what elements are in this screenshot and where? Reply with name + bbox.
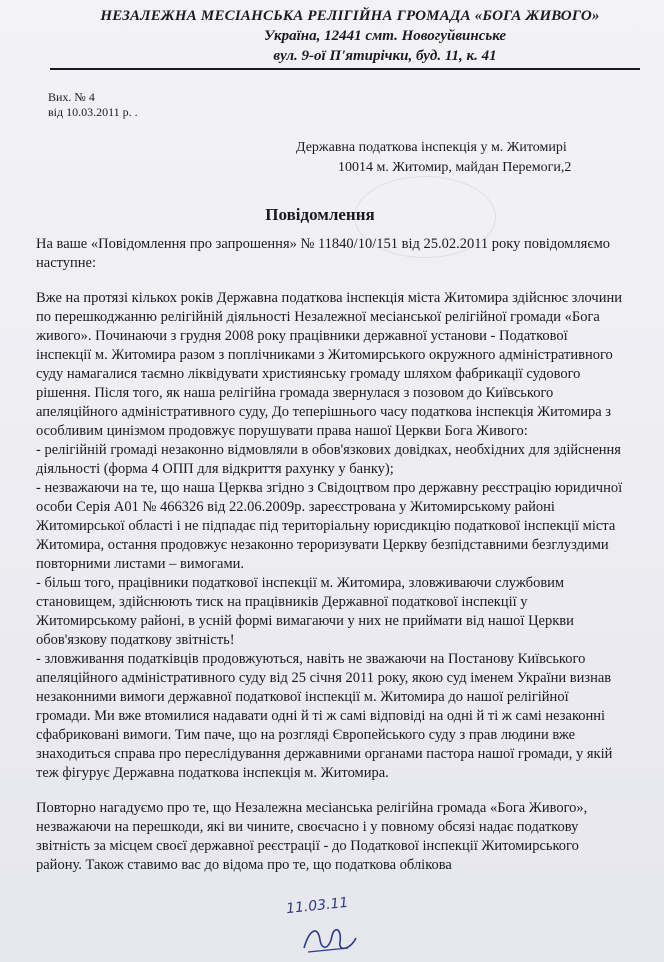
body-paragraph: - зловживання податківців продовжуються, навіть не зважаючи на Постанову Київського апеляційного адміністративного суду від 25 січня 2011 року, якою суд іменем України визнав незаконними вимоги державної податкової інспекції м. Житомира до нашої релігійної громади. Ми вже втомилися надавати одні й ті ж самі відповіді на одні й ті ж самі незаконні сфабриковані вимоги. Тим паче, що на розгляді Європейського суду з прав людини вже знаходиться справа про переслідування державними органами пастора нашої громади, у якій теж фігурує Державна податкова інспекція м. Житомира. (36, 651, 613, 781)
letterhead-divider (50, 68, 640, 70)
recipient-line-2: 10014 м. Житомир, майдан Перемоги,2 (338, 160, 572, 175)
letterhead-address-line-1: Україна, 12441 смт. Новогуйвинське (263, 28, 507, 44)
recipient-line-1: Державна податкова інспекція у м. Житомирі (296, 140, 567, 155)
document-title: Повідомлення (265, 205, 375, 224)
outgoing-number: Вих. № 4 (48, 90, 95, 104)
handwritten-date: 11.03.11 (285, 894, 350, 918)
signature-scrawl-icon (300, 918, 360, 958)
letterhead-address-line-2: вул. 9-ої П'ятирічки, буд. 11, к. 41 (273, 48, 497, 64)
document-body (36, 235, 624, 875)
body-paragraph: - більш того, працівники податкової інспекції м. Житомира, зловживаючи службовим становищем, здійснюють тиск на працівників Державної податкової інспекції у Житомирському районі, в усній формі вимагаючи у них не приймати від нашої Церкви обов'язкову податкову звітність! (36, 575, 574, 648)
body-paragraph: - релігійній громаді незаконно відмовляли в обов'язкових довідках, необхідних для здійснення діяльності (форма 4 ОПП для відкриття рахунку у банку); (36, 442, 621, 477)
recipient-block (36, 138, 624, 178)
faded-stamp (354, 176, 496, 258)
outgoing-reference (48, 90, 624, 120)
letterhead (36, 8, 624, 65)
intro-paragraph: На ваше «Повідомлення про запрошення» № 11840/10/151 від 25.02.2011 року повідомляємо наступне: (36, 236, 610, 271)
letterhead-organization: НЕЗАЛЕЖНА МЕСІАНСЬКА РЕЛІГІЙНА ГРОМАДА «БОГА ЖИВОГО» (100, 8, 600, 24)
outgoing-date: від 10.03.2011 р. . (48, 105, 138, 119)
final-paragraph: Повторно нагадуємо про те, що Незалежна месіанська релігійна громада «Бога Живого», незважаючи на перешкоди, які ви чините, своєчасно і у повному обсязі надає податкову звітність за місцем своєї державної реєстрації - до Податкової інспекції Житомирського району. Також ставимо вас до відома про те, що податкова облікова (36, 800, 588, 873)
body-paragraph: Вже на протязі кількох років Державна податкова інспекція міста Житомира здійснює злочини по перешкоджанню релігійній діяльності Незалежної месіанської релігійної громади «Бога живого». Починаючи з грудня 2008 року працівники державної установи - Податкової інспекції м. Житомира разом з поплічниками з Житомирського окружного адміністративного суду намагалися таємно ліквідувати християнську громаду шляхом фабрикації судового рішення. Після того, як наша релігійна громада звернулася з позовом до Київського апеляційного адміністративного суду, До теперішнього часу податкова інспекція Житомира з особливим цинізмом продовжує порушувати права нашої Церкви Бога Живого: (36, 290, 622, 439)
body-paragraph: - незважаючи на те, що наша Церква згідно з Свідоцтвом про державну реєстрацію юридичної особи Серія А01 № 466326 від 22.06.2009р. зареєстрована у Житомирському районі Житомирської області і не підпадає під територіальну юрисдикцію податкової інспекції міста Житомира, остання продовжує незаконно тероризувати Церкву безпідставними безглуздими повторними листами – вимогами. (36, 480, 623, 572)
